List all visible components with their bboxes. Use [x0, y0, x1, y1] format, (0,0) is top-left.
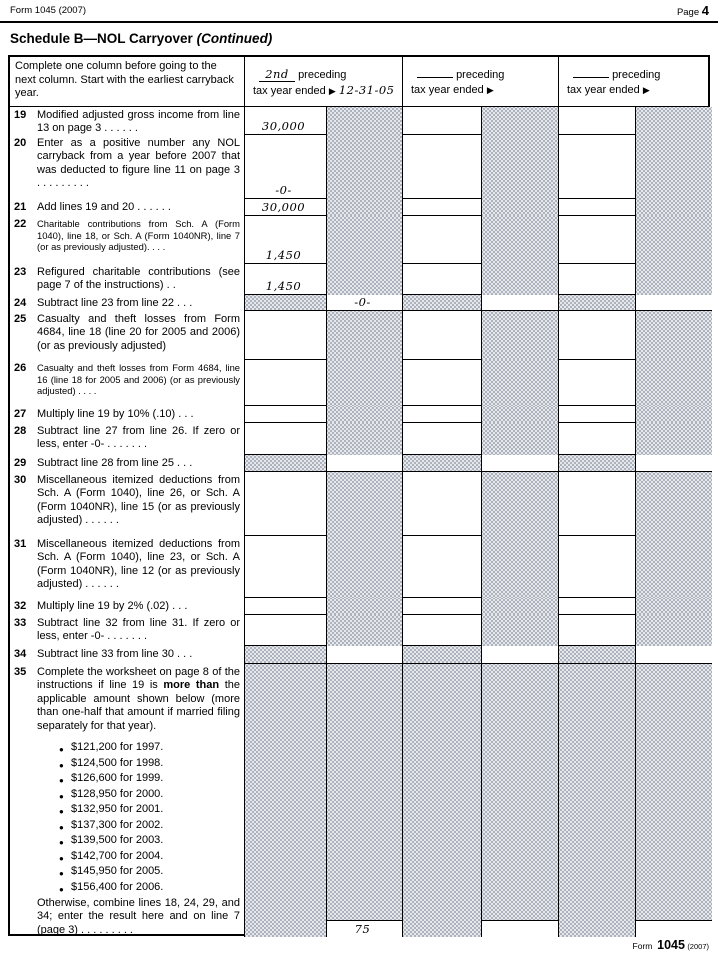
blocked-cell [635, 107, 712, 135]
blocked-cell [326, 598, 402, 615]
line-text: Multiply line 19 by 2% (.02) . . . [37, 600, 188, 612]
entry-cell-26-col3[interactable] [559, 360, 635, 406]
form-row-26 [10, 360, 708, 406]
row-label [10, 295, 244, 311]
blocked-cell [635, 423, 712, 455]
line-text: Refigured charitable contributions (see page 7 of the instructions) . . [37, 266, 240, 292]
list-item: ● $126,600 for 1999. [59, 772, 240, 788]
blocked-cell [635, 216, 712, 264]
entry-cell-26-col1[interactable] [245, 360, 326, 406]
list-item: ● $156,400 for 2006. [59, 881, 240, 897]
line-text: Multiply line 19 by 10% (.10) . . . [37, 408, 194, 420]
blocked-cell [326, 472, 402, 536]
blocked-cell [481, 536, 558, 598]
entry-cell-33-col2[interactable] [403, 615, 481, 646]
ordinal-blank[interactable]: 2nd [259, 69, 295, 82]
row-label [10, 135, 244, 199]
entry-cell-32-col1[interactable] [245, 598, 326, 615]
blocked-cell [481, 107, 558, 135]
line-number: 32 [14, 600, 27, 612]
entry-cell-31-col2[interactable] [403, 536, 481, 598]
header-rule [0, 21, 718, 23]
form-row-33 [10, 615, 708, 646]
row-label [10, 107, 244, 135]
ordinal-blank[interactable] [573, 77, 609, 78]
column-header-preceding-2: preceding tax year ended ▶ [402, 57, 558, 106]
blocked-cell [635, 199, 712, 216]
column-header-2nd-preceding: 2nd preceding tax year ended ▶ 12-31-05 [244, 57, 402, 106]
line-number: 28 [14, 425, 27, 437]
form-row-22 [10, 216, 708, 264]
entry-cell-19-col2[interactable] [403, 107, 481, 135]
form-row-34 [10, 646, 708, 664]
row-label [10, 264, 244, 295]
blocked-cell [559, 455, 635, 472]
blocked-cell [481, 135, 558, 199]
entry-cell-21-col3[interactable] [559, 199, 635, 216]
line-number: 26 [14, 362, 27, 374]
line-number: 22 [14, 218, 27, 230]
entry-cell-24-col3[interactable] [635, 295, 712, 311]
row-label [10, 536, 244, 598]
entry-cell-29-col2[interactable] [481, 455, 558, 472]
blocked-cell [245, 455, 326, 472]
line-text: Subtract line 27 from line 26. If zero or less, enter -0- . . . . . . . [37, 425, 240, 451]
entry-cell-27-col2[interactable] [403, 406, 481, 423]
entry-cell-27-col1[interactable] [245, 406, 326, 423]
row-label [10, 216, 244, 264]
line-text: Modified adjusted gross income from line 13 on page 3 . . . . . . [37, 109, 240, 135]
row-label [10, 199, 244, 216]
bullet-icon: ● [59, 838, 64, 848]
entry-cell-30-col2[interactable] [403, 472, 481, 536]
blocked-cell [559, 664, 635, 937]
entry-cell-20-col3[interactable] [559, 135, 635, 199]
list-item: ● $142,700 for 2004. [59, 850, 240, 866]
bullet-icon: ● [59, 822, 64, 832]
entry-cell-22-col2[interactable] [403, 216, 481, 264]
entry-cell-28-col3[interactable] [559, 423, 635, 455]
page-number: Page 4 [676, 3, 709, 18]
entry-cell-21-col2[interactable] [403, 199, 481, 216]
blocked-cell [245, 295, 326, 311]
entry-cell-33-col1[interactable] [245, 615, 326, 646]
blocked-cell [636, 664, 712, 920]
line-text: Casualty and theft losses from Form 4684, line 18 (line 20 for 2005 and 2006) (or as previously adjusted) [37, 313, 240, 352]
line-text: Add lines 19 and 20 . . . . . . [37, 201, 171, 213]
entry-cell-25-col3[interactable] [559, 311, 635, 360]
blocked-cell [481, 216, 558, 264]
arrow-right-icon: ▶ [486, 85, 494, 95]
form-row-30 [10, 472, 708, 536]
list-item: ● $124,500 for 1998. [59, 757, 240, 773]
blocked-cell [481, 199, 558, 216]
blocked-cell [326, 423, 402, 455]
entry-cell-27-col3[interactable] [559, 406, 635, 423]
blocked-cell [403, 295, 481, 311]
blocked-cell [245, 646, 326, 664]
line-text: Enter as a positive number any NOL carryback from a year before 2007 that was deducted to figure line 11 on page 3 . . . . . . . . . [37, 137, 240, 190]
blocked-cell [326, 360, 402, 406]
line-text: Miscellaneous itemized deductions from Sch. A (Form 1040), line 26, or Sch. A (Form 1040NR), line 15 (or as previously adjusted) . . . . . . [37, 474, 240, 527]
bullet-icon: ● [59, 869, 64, 879]
form-row-20 [10, 135, 708, 199]
threshold-list [37, 741, 240, 896]
line-text: Subtract line 32 from line 31. If zero or less, enter -0- . . . . . . . [37, 617, 240, 643]
line-number: 35 [14, 666, 27, 678]
entry-cell-22-col3[interactable] [559, 216, 635, 264]
form-row-31 [10, 536, 708, 598]
list-item: ● $132,950 for 2001. [59, 803, 240, 819]
blocked-cell [403, 664, 481, 937]
entry-cell-34-col2[interactable] [481, 646, 558, 664]
entry-cell-29-col3[interactable] [635, 455, 712, 472]
bullet-icon: ● [59, 745, 64, 755]
line-number: 27 [14, 408, 27, 420]
list-item: ● $145,950 for 2005. [59, 865, 240, 881]
entry-cell-26-col2[interactable] [403, 360, 481, 406]
blocked-cell [326, 264, 402, 295]
entry-cell-24-col2[interactable] [481, 295, 558, 311]
row-label [10, 598, 244, 615]
blocked-cell [635, 406, 712, 423]
line-number: 29 [14, 457, 27, 469]
blocked-cell [326, 216, 402, 264]
row-label [10, 360, 244, 406]
blocked-cell [635, 311, 712, 360]
list-item: ● $121,200 for 1997. [59, 741, 240, 757]
entry-cell-28-col2[interactable] [403, 423, 481, 455]
blocked-cell [635, 264, 712, 295]
line-number: 33 [14, 617, 27, 629]
otherwise-text: Otherwise, combine lines 18, 24, 29, and 34; enter the result here and on line 7 (page 3) . . . . . . . . . [37, 897, 240, 936]
line-number: 25 [14, 313, 27, 325]
line-text: Subtract line 28 from line 25 . . . [37, 457, 193, 469]
blocked-cell [481, 615, 558, 646]
footer-form-id: Form 1045 (2007) [632, 938, 709, 952]
entry-cell-35-col1[interactable]: 75 [327, 920, 402, 937]
column-header-preceding-3: preceding tax year ended ▶ [558, 57, 712, 106]
schedule-title: Schedule B—NOL Carryover (Continued) [10, 31, 273, 46]
form-row-23 [10, 264, 708, 295]
blocked-cell [482, 664, 558, 920]
ordinal-blank[interactable] [417, 77, 453, 78]
entry-cell-25-col1[interactable] [245, 311, 326, 360]
entry-cell-33-col3[interactable] [559, 615, 635, 646]
blocked-cell [559, 295, 635, 311]
entry-cell-20-col2[interactable] [403, 135, 481, 199]
blocked-cell [481, 406, 558, 423]
form-row-29 [10, 455, 708, 472]
form-row-35 [10, 664, 708, 937]
form-row-27 [10, 406, 708, 423]
blocked-cell [635, 536, 712, 598]
arrow-right-icon: ▶ [642, 85, 650, 95]
line-number: 23 [14, 266, 27, 278]
blocked-cell [481, 423, 558, 455]
blocked-cell [635, 598, 712, 615]
blocked-cell [326, 615, 402, 646]
entry-cell-30-col1[interactable] [245, 472, 326, 536]
table-header-row [10, 57, 708, 107]
list-item: ● $139,500 for 2003. [59, 834, 240, 850]
blocked-cell [326, 406, 402, 423]
row-label [10, 423, 244, 455]
line-text: Charitable contributions from Sch. A (Form 1040), line 18, or Sch. A (Form 1040NR), line 7 (or as previously adjusted). . . . [37, 218, 240, 253]
row-label [10, 615, 244, 646]
entry-cell-23-col1[interactable]: 1,450 [245, 264, 326, 295]
entry-cell-29-col1[interactable] [326, 455, 402, 472]
entry-cell-34-col1[interactable] [326, 646, 402, 664]
blocked-cell [481, 598, 558, 615]
blocked-cell [326, 199, 402, 216]
blocked-cell [326, 536, 402, 598]
entry-cell-24-col1[interactable]: -0- [326, 295, 402, 311]
form-row-21 [10, 199, 708, 216]
arrow-right-icon: ▶ [328, 86, 336, 96]
entry-cell-35-col3[interactable] [636, 920, 712, 937]
row-label [10, 455, 244, 472]
blocked-cell [326, 311, 402, 360]
bullet-icon: ● [59, 760, 64, 770]
entry-cell-20-col1[interactable]: -0- [245, 135, 326, 199]
nol-carryover-table [8, 55, 710, 936]
entry-cell-22-col1[interactable]: 1,450 [245, 216, 326, 264]
blocked-cell [635, 135, 712, 199]
blocked-cell [403, 455, 481, 472]
blocked-cell [481, 472, 558, 536]
line-text: Casualty and theft losses from Form 4684, line 16 (line 18 for 2005 and 2006) (or as previously adjusted) . . . . [37, 362, 240, 397]
form-id-header: Form 1045 (2007) [10, 5, 87, 16]
line-number: 21 [14, 201, 27, 213]
line-number: 30 [14, 474, 27, 486]
entry-cell-25-col2[interactable] [403, 311, 481, 360]
row-label [10, 406, 244, 423]
blocked-cell [635, 615, 712, 646]
form-row-28 [10, 423, 708, 455]
row-label [10, 664, 244, 937]
line-number: 19 [14, 109, 27, 121]
line-text: Subtract line 33 from line 30 . . . [37, 648, 193, 660]
form-row-24 [10, 295, 708, 311]
form-row-25 [10, 311, 708, 360]
blocked-cell [635, 360, 712, 406]
entry-cell-19-col1[interactable]: 30,000 [245, 107, 326, 135]
line-text: Subtract line 23 from line 22 . . . [37, 297, 193, 309]
blocked-cell [403, 646, 481, 664]
bullet-icon: ● [59, 776, 64, 786]
entry-cell-32-col2[interactable] [403, 598, 481, 615]
blocked-cell [481, 360, 558, 406]
blocked-cell [327, 664, 402, 920]
row-label [10, 472, 244, 536]
entry-cell-21-col1[interactable]: 30,000 [245, 199, 326, 216]
entry-cell-23-col2[interactable] [403, 264, 481, 295]
bullet-icon: ● [59, 791, 64, 801]
blocked-cell [245, 664, 326, 937]
table-instructions: Complete one column before going to the next column. Start with the earliest carryback year. [15, 60, 234, 99]
bullet-icon: ● [59, 853, 64, 863]
bullet-icon: ● [59, 807, 64, 817]
entry-cell-31-col3[interactable] [559, 536, 635, 598]
line-text: Complete the worksheet on page 8 of the instructions if line 19 is more than the applicable amount shown below (more than one-half that amount if married filing separately for that year). ● $121,200 for 1997. ● $124,500 for 1998. ● $126,600 for 1999. ● $128,950 for 2000. ● $132,950 for 2001. ● $137,300 for 2002. ● $139,500 for 2003. ● $142,700 for 2004. ● $145,950 for 2005. ● $156,400 for 2006. Otherwise, combine lines 18, 24, 29, and 34; enter the result here and on line 7 (page 3) . . . . . . . . . [37, 666, 240, 936]
entry-cell-34-col3[interactable] [635, 646, 712, 664]
line-text: Miscellaneous itemized deductions from Sch. A (Form 1040), line 23, or Sch. A (Form 1040NR), line 12 (or as previously adjusted) . . . . . . [37, 538, 240, 591]
entry-cell-31-col1[interactable] [245, 536, 326, 598]
entry-cell-28-col1[interactable] [245, 423, 326, 455]
line-number: 24 [14, 297, 27, 309]
form-row-19 [10, 107, 708, 135]
line-number: 20 [14, 137, 27, 149]
line-number: 34 [14, 648, 27, 660]
form-row-32 [10, 598, 708, 615]
blocked-cell [326, 135, 402, 199]
row-label [10, 311, 244, 360]
entry-cell-32-col3[interactable] [559, 598, 635, 615]
entry-cell-23-col3[interactable] [559, 264, 635, 295]
blocked-cell [326, 107, 402, 135]
tax-year-ended-date[interactable]: 12-31-05 [338, 83, 395, 97]
entry-cell-35-col2[interactable] [482, 920, 558, 937]
blocked-cell [635, 472, 712, 536]
blocked-cell [481, 311, 558, 360]
list-item: ● $137,300 for 2002. [59, 819, 240, 835]
entry-cell-30-col3[interactable] [559, 472, 635, 536]
row-label [10, 646, 244, 664]
blocked-cell [481, 264, 558, 295]
list-item: ● $128,950 for 2000. [59, 788, 240, 804]
line-number: 31 [14, 538, 27, 550]
bullet-icon: ● [59, 884, 64, 894]
entry-cell-19-col3[interactable] [559, 107, 635, 135]
blocked-cell [559, 646, 635, 664]
